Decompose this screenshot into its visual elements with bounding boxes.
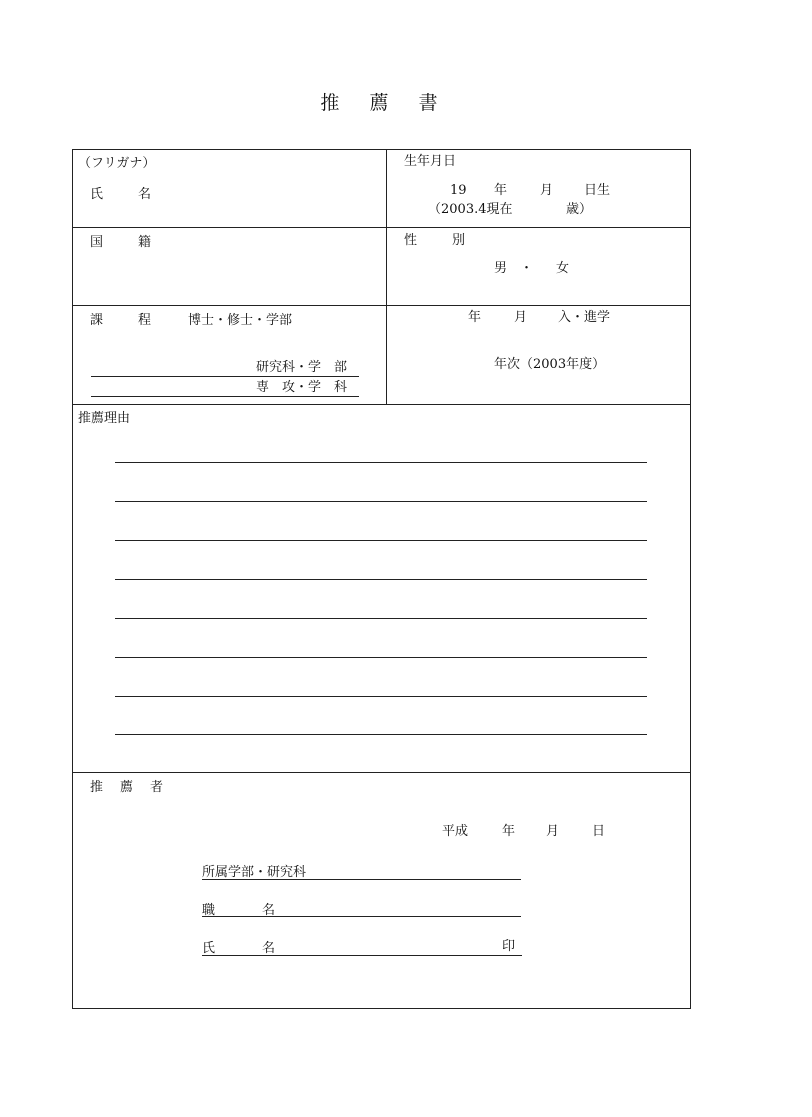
signer-name-line[interactable] bbox=[202, 955, 522, 956]
age-prefix: （2003.4現在 bbox=[428, 202, 513, 217]
recommend-day: 日 bbox=[592, 824, 606, 839]
furigana-label: （フリガナ） bbox=[78, 156, 156, 171]
faculty-label: 研究科・学 部 bbox=[256, 360, 348, 375]
age-suffix: 歳） bbox=[566, 202, 593, 217]
reason-line-2[interactable] bbox=[115, 501, 647, 502]
reason-label: 推薦理由 bbox=[78, 411, 131, 426]
row-divider-2 bbox=[72, 305, 691, 306]
reason-line-1[interactable] bbox=[115, 462, 647, 463]
recommender-label-3: 者 bbox=[150, 780, 164, 795]
column-divider bbox=[386, 149, 387, 404]
page-title bbox=[0, 88, 760, 115]
title-char-2: 薦 bbox=[369, 92, 391, 114]
nationality-label-1: 国 bbox=[90, 235, 104, 250]
affiliation-line[interactable] bbox=[202, 879, 521, 880]
name-label-2: 名 bbox=[138, 187, 152, 202]
birth-day: 日生 bbox=[584, 183, 611, 198]
gender-label-1: 性 bbox=[404, 233, 418, 248]
row-divider-1 bbox=[72, 227, 691, 228]
position-label-2: 名 bbox=[262, 903, 276, 918]
signer-name-label-1: 氏 bbox=[202, 941, 216, 956]
gender-female[interactable]: 女 bbox=[556, 261, 570, 276]
reason-line-4[interactable] bbox=[115, 579, 647, 580]
recommender-label-1: 推 bbox=[90, 780, 104, 795]
gender-label-2: 別 bbox=[452, 233, 466, 248]
enroll-year: 年 bbox=[468, 310, 482, 325]
reason-line-8[interactable] bbox=[115, 734, 647, 735]
major-underline bbox=[91, 396, 359, 397]
birthdate-label: 生年月日 bbox=[404, 154, 457, 169]
faculty-underline bbox=[91, 376, 359, 377]
gender-dot: ・ bbox=[520, 261, 534, 276]
nationality-label-2: 籍 bbox=[138, 235, 152, 250]
title-char-3: 書 bbox=[418, 92, 440, 114]
enroll-month: 月 bbox=[514, 310, 528, 325]
birth-year: 年 bbox=[494, 183, 508, 198]
course-label-1: 課 bbox=[90, 313, 104, 328]
enroll-grade: 年次（2003年度） bbox=[494, 357, 606, 372]
recommend-month: 月 bbox=[546, 824, 560, 839]
major-label: 専 攻・学 科 bbox=[256, 380, 348, 395]
birth-era: 19 bbox=[450, 183, 467, 198]
enroll-entry[interactable]: 入・進学 bbox=[558, 310, 611, 325]
row-divider-4 bbox=[72, 772, 691, 773]
course-label-2: 程 bbox=[138, 313, 152, 328]
course-options[interactable]: 博士・修士・学部 bbox=[188, 313, 293, 328]
recommender-label-2: 薦 bbox=[120, 780, 134, 795]
seal-mark: 印 bbox=[502, 939, 516, 954]
reason-line-5[interactable] bbox=[115, 618, 647, 619]
position-label-1: 職 bbox=[202, 903, 216, 918]
affiliation-label: 所属学部・研究科 bbox=[202, 865, 307, 880]
reason-line-3[interactable] bbox=[115, 540, 647, 541]
reason-line-7[interactable] bbox=[115, 696, 647, 697]
position-line[interactable] bbox=[202, 916, 521, 917]
signer-name-label-2: 名 bbox=[262, 941, 276, 956]
row-divider-3 bbox=[72, 404, 691, 405]
birth-month: 月 bbox=[540, 183, 554, 198]
recommend-year: 年 bbox=[502, 824, 516, 839]
recommend-era: 平成 bbox=[442, 824, 469, 839]
gender-male[interactable]: 男 bbox=[494, 261, 508, 276]
title-char-1: 推 bbox=[320, 92, 342, 114]
reason-line-6[interactable] bbox=[115, 657, 647, 658]
name-label-1: 氏 bbox=[90, 187, 104, 202]
